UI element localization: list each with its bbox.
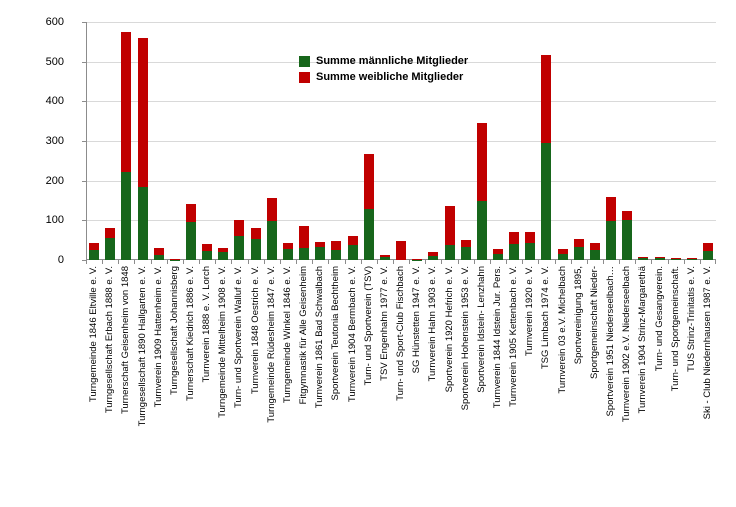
bar-slot (280, 22, 296, 260)
x-tick-slot (296, 260, 312, 264)
bar-segment-male (218, 252, 228, 260)
x-tick-slot (361, 260, 377, 264)
stacked-bar[interactable] (251, 227, 261, 260)
x-tick-slot (280, 260, 296, 264)
x-tick-label: Turn- und Sportgemeinschaft. (669, 266, 681, 392)
x-tick-mark (102, 260, 103, 264)
x-label-slot (474, 266, 490, 466)
x-tick-slot (328, 260, 344, 264)
stacked-bar[interactable] (477, 123, 487, 260)
bar-segment-male (105, 238, 115, 260)
x-tick-mark (86, 260, 87, 264)
bar-slot (668, 22, 684, 260)
x-label-slot (345, 266, 361, 466)
stacked-bar[interactable] (461, 240, 471, 260)
x-tick-slot (118, 260, 134, 264)
bar-slot (619, 22, 635, 260)
x-tick-label: Turnerschaft Kiedrich 1886 e. V. (185, 266, 197, 402)
bar-segment-female (461, 240, 471, 247)
stacked-bar[interactable] (315, 242, 325, 260)
x-tick-mark (538, 260, 539, 264)
x-tick-label: Sportverein Teutonia Bechtheim (330, 266, 342, 401)
x-tick-label: Turnverein Hahn 1903 e. V. (427, 266, 439, 382)
x-tick-slot (555, 260, 571, 264)
x-label-slot (361, 266, 377, 466)
bar-segment-female (622, 211, 632, 221)
bar-segment-male (525, 243, 535, 260)
y-tick-label: 600 (45, 16, 64, 28)
x-label-slot (215, 266, 231, 466)
x-label-slot (280, 266, 296, 466)
stacked-bar[interactable] (105, 227, 115, 260)
stacked-bar[interactable] (267, 198, 277, 260)
bar-segment-male (348, 245, 358, 260)
x-tick-mark (715, 260, 716, 264)
bar-slot (248, 22, 264, 260)
bar-segment-female (267, 198, 277, 221)
bar-slot (603, 22, 619, 260)
stacked-bar[interactable] (493, 249, 503, 260)
bar-slot (474, 22, 490, 260)
x-tick-label: Turnverein 1920 e. V. (524, 266, 536, 357)
x-tick-label: Turnverein 1844 Idstein Jur. Pers. (491, 266, 503, 409)
bar-segment-male (89, 250, 99, 260)
x-tick-slot (619, 260, 635, 264)
stacked-bar[interactable] (606, 197, 616, 260)
bar-segment-male (234, 236, 244, 260)
bar-slot (587, 22, 603, 260)
bar-slot (635, 22, 651, 260)
bar-segment-male (509, 244, 519, 260)
x-label-slot (134, 266, 150, 466)
x-tick-mark (345, 260, 346, 264)
stacked-bar[interactable] (509, 232, 519, 260)
stacked-bar[interactable] (590, 243, 600, 260)
bar-slot (118, 22, 134, 260)
bar-segment-male (477, 201, 487, 260)
stacked-bar[interactable] (218, 248, 228, 260)
bar-slot (199, 22, 215, 260)
x-tick-label: Turngemeinde 1846 Eltville e. V. (88, 266, 100, 403)
x-tick-mark (506, 260, 507, 264)
bar-segment-female (154, 248, 164, 255)
x-label-slot (102, 266, 118, 466)
x-label-slot (458, 266, 474, 466)
bar-slot (538, 22, 554, 260)
bar-slot (490, 22, 506, 260)
stacked-bar[interactable] (541, 55, 551, 260)
x-tick-mark (684, 260, 685, 264)
bar-segment-female (234, 220, 244, 237)
bar-segment-male (331, 250, 341, 260)
x-tick-mark (700, 260, 701, 264)
bar-slot (167, 22, 183, 260)
y-axis-title (6, 0, 22, 20)
x-label-slot (167, 266, 183, 466)
x-label-slot (587, 266, 603, 466)
bar-segment-male (251, 239, 261, 260)
x-label-slot (700, 266, 716, 466)
stacked-bar[interactable] (331, 241, 341, 260)
x-tick-label: Turnerschaft Geisenheim von 1848 (120, 266, 132, 415)
bar-segment-female (251, 228, 261, 240)
stacked-bar[interactable] (154, 248, 164, 260)
x-label-slot (409, 266, 425, 466)
x-tick-mark (296, 260, 297, 264)
x-tick-mark (151, 260, 152, 264)
x-tick-mark (651, 260, 652, 264)
x-tick-slot (151, 260, 167, 264)
bar-segment-female (331, 241, 341, 250)
x-tick-slot (538, 260, 554, 264)
bar-segment-male (606, 221, 616, 260)
x-tick-label: Turnverein 1848 Oestrich e. V. (249, 266, 261, 395)
x-tick-label: Sportverein Hohenstein 1953 e. V. (459, 266, 471, 411)
legend (299, 55, 468, 87)
y-tick-label: 0 (57, 254, 64, 266)
x-tick-slot (167, 260, 183, 264)
bar-segment-male (622, 220, 632, 260)
bar-segment-female (138, 38, 148, 187)
x-label-slot (619, 266, 635, 466)
bar-segment-male (703, 251, 713, 260)
stacked-bar[interactable] (348, 236, 358, 260)
x-tick-mark (619, 260, 620, 264)
stacked-bar[interactable] (428, 252, 438, 260)
bar-slot (183, 22, 199, 260)
x-label-slot (183, 266, 199, 466)
x-tick-label: Fitgymnastik für Alle Geisenheim (298, 266, 310, 405)
x-tick-slot (474, 260, 490, 264)
x-tick-label: Turn- und Sport-Club Fischbach (395, 266, 407, 401)
x-tick-mark (555, 260, 556, 264)
x-tick-mark (522, 260, 523, 264)
x-label-slot (506, 266, 522, 466)
bar-slot (215, 22, 231, 260)
x-label-slot (118, 266, 134, 466)
x-label-slot (199, 266, 215, 466)
bar-slot (264, 22, 280, 260)
x-tick-slot (635, 260, 651, 264)
legend-swatch-male-icon (299, 56, 310, 67)
bar-segment-female (105, 228, 115, 238)
x-tick-label: TUS Strinz-Trinitatis e. V. (685, 266, 697, 372)
x-tick-slot (199, 260, 215, 264)
x-tick-label: Sportgemeinschaft Nieder- (588, 266, 600, 379)
x-tick-label: Turnverein 1909 Hattenheim e. V. (152, 266, 164, 408)
x-label-slot (151, 266, 167, 466)
x-label-slot (668, 266, 684, 466)
x-label-slot (571, 266, 587, 466)
bar-segment-male (574, 247, 584, 260)
x-tick-mark (458, 260, 459, 264)
y-tick-label: 200 (45, 174, 64, 187)
legend-swatch-female-icon (299, 72, 310, 83)
bar-segment-female (396, 241, 406, 260)
bar-segment-female (121, 32, 131, 172)
x-tick-label: Turngesellschaft 1890 Hallgarten e. V. (136, 266, 148, 427)
stacked-bar[interactable] (445, 206, 455, 260)
bar-slot (684, 22, 700, 260)
x-tick-slot (603, 260, 619, 264)
stacked-bar[interactable] (622, 211, 632, 260)
x-axis-labels (86, 266, 716, 466)
x-tick-slot (183, 260, 199, 264)
bar-segment-female (574, 239, 584, 247)
x-label-slot (328, 266, 344, 466)
bar-segment-male (461, 247, 471, 260)
x-tick-mark (571, 260, 572, 264)
x-tick-slot (377, 260, 393, 264)
x-tick-mark (393, 260, 394, 264)
bar-segment-female (299, 226, 309, 248)
x-tick-label: Turnverein 1888 e. V. Lorch (201, 266, 213, 383)
x-tick-mark (280, 260, 281, 264)
bar-segment-female (606, 197, 616, 221)
bar-slot (651, 22, 667, 260)
x-tick-label: Turn- und Sportverein Walluf e. V. (233, 266, 245, 409)
x-label-slot (651, 266, 667, 466)
x-tick-mark (441, 260, 442, 264)
x-tick-slot (312, 260, 328, 264)
bar-segment-female (509, 232, 519, 244)
bar-segment-male (541, 143, 551, 260)
bar-segment-male (138, 187, 148, 260)
bar-segment-male (315, 247, 325, 260)
x-tick-mark (425, 260, 426, 264)
x-label-slot (522, 266, 538, 466)
x-tick-mark (377, 260, 378, 264)
x-tick-slot (490, 260, 506, 264)
x-tick-slot (522, 260, 538, 264)
x-tick-label: Sportverein Idstein- Lenzhahn (475, 266, 487, 393)
bar-segment-male (202, 251, 212, 260)
x-tick-mark (167, 260, 168, 264)
x-tick-slot (571, 260, 587, 264)
bar-segment-male (299, 248, 309, 260)
bar-slot (134, 22, 150, 260)
x-tick-mark (361, 260, 362, 264)
x-tick-slot (441, 260, 457, 264)
bar-segment-male (186, 222, 196, 260)
x-tick-label: Turn- und Gesangverein. (653, 266, 665, 372)
bar-segment-female (541, 55, 551, 143)
x-label-slot (635, 266, 651, 466)
y-tick-label: 300 (45, 135, 64, 147)
y-tick-label: 100 (45, 214, 64, 227)
x-tick-mark (118, 260, 119, 264)
bar-slot (555, 22, 571, 260)
plot-area (86, 22, 716, 260)
bar-segment-female (364, 154, 374, 210)
x-tick-label: Turngemeinde Winkel 1846 e. V. (281, 266, 293, 404)
x-tick-label: Turnverein 1905 Kettenbach e. V. (508, 266, 520, 407)
stacked-bar[interactable] (558, 249, 568, 260)
x-tick-slot (264, 260, 280, 264)
x-label-slot (538, 266, 554, 466)
x-label-slot (603, 266, 619, 466)
x-tick-label: Turn- und Sportverein (TSV) (362, 266, 374, 386)
x-tick-label: Turngemeinde Mittelheim 1908 e. V. (217, 266, 229, 418)
bar-segment-male (121, 172, 131, 260)
bar-slot (231, 22, 247, 260)
x-tick-mark (328, 260, 329, 264)
x-label-slot (393, 266, 409, 466)
x-tick-mark (264, 260, 265, 264)
x-label-slot (312, 266, 328, 466)
stacked-bar[interactable] (703, 243, 713, 260)
stacked-bar[interactable] (89, 243, 99, 260)
x-label-slot (248, 266, 264, 466)
x-tick-mark (635, 260, 636, 264)
x-tick-slot (668, 260, 684, 264)
legend-label-female: Summe weibliche Mitglieder (316, 71, 464, 83)
bar-segment-male (590, 250, 600, 260)
x-tick-slot (248, 260, 264, 264)
bar-segment-female (89, 243, 99, 251)
x-tick-slot (425, 260, 441, 264)
bar-segment-male (283, 249, 293, 260)
stacked-bar[interactable] (299, 226, 309, 260)
bar-slot (522, 22, 538, 260)
x-label-slot (441, 266, 457, 466)
x-tick-label: TSG Limbach 1974 e. V. (540, 266, 552, 370)
x-axis-ticks (86, 260, 716, 264)
x-label-slot (86, 266, 102, 466)
x-tick-label: Turnverein 1904 Strinz-Margarethä (637, 266, 649, 414)
x-tick-slot (102, 260, 118, 264)
x-tick-mark (215, 260, 216, 264)
x-tick-slot (587, 260, 603, 264)
x-tick-slot (700, 260, 716, 264)
x-tick-mark (474, 260, 475, 264)
x-tick-slot (684, 260, 700, 264)
stacked-bar[interactable] (364, 154, 374, 260)
x-tick-label: SG Hünstetten 1947 e. V. (411, 266, 423, 374)
x-tick-label: Turnverein 1902 e.V. Niederseelbach (621, 266, 633, 423)
x-label-slot (296, 266, 312, 466)
stacked-bar[interactable] (283, 243, 293, 260)
x-tick-label: Turnverein 03 e.V. Michelbach (556, 266, 568, 394)
x-tick-slot (215, 260, 231, 264)
x-tick-mark (183, 260, 184, 264)
legend-item-male (299, 55, 468, 67)
x-tick-mark (668, 260, 669, 264)
x-tick-label: Sportvereinigung 1895, (572, 266, 584, 365)
bar-segment-female (202, 244, 212, 251)
x-label-slot (490, 266, 506, 466)
bar-slot (151, 22, 167, 260)
x-label-slot (684, 266, 700, 466)
legend-item-female (299, 71, 468, 83)
stacked-bar[interactable] (525, 232, 535, 260)
x-label-slot (377, 266, 393, 466)
y-tick-label: 500 (45, 55, 64, 68)
x-tick-label: Turnverein 1904 Bermbach e. V. (346, 266, 358, 403)
bar-segment-female (348, 236, 358, 245)
x-tick-mark (587, 260, 588, 264)
x-tick-mark (312, 260, 313, 264)
x-tick-mark (409, 260, 410, 264)
bar-segment-female (445, 206, 455, 245)
bar-segment-male (445, 245, 455, 260)
x-label-slot (555, 266, 571, 466)
bar-segment-female (477, 123, 487, 202)
legend-label-male: Summe männliche Mitglieder (316, 55, 469, 67)
bar-segment-female (186, 204, 196, 222)
x-tick-label: TSV Engenhahn 1977 e. V. (378, 266, 390, 381)
stacked-bar[interactable] (396, 241, 406, 260)
bar-segment-male (267, 221, 277, 260)
bar-slot (506, 22, 522, 260)
x-tick-label: Turnverein 1861 Bad Schwalbach (314, 266, 326, 409)
bar-slot (700, 22, 716, 260)
x-tick-slot (393, 260, 409, 264)
x-tick-slot (134, 260, 150, 264)
x-tick-slot (458, 260, 474, 264)
stacked-bar[interactable] (138, 38, 148, 260)
x-tick-mark (490, 260, 491, 264)
y-tick-label: 400 (45, 95, 64, 108)
x-tick-mark (134, 260, 135, 264)
bar-slot (571, 22, 587, 260)
x-tick-slot (651, 260, 667, 264)
bar-segment-female (525, 232, 535, 242)
x-tick-label: Sportverein 1951 Niederseelbach… (605, 266, 617, 417)
bar-slot (102, 22, 118, 260)
x-label-slot (231, 266, 247, 466)
x-tick-mark (603, 260, 604, 264)
x-tick-slot (86, 260, 102, 264)
x-tick-slot (506, 260, 522, 264)
x-tick-mark (248, 260, 249, 264)
x-label-slot (425, 266, 441, 466)
x-tick-slot (231, 260, 247, 264)
x-tick-slot (409, 260, 425, 264)
x-tick-label: Turngesellschaft Johannisberg (168, 266, 180, 396)
stacked-bar[interactable] (121, 32, 131, 260)
x-tick-label: Sportverein 1920 Hefrich e. V. (443, 266, 455, 393)
x-label-slot (264, 266, 280, 466)
bar-slot (86, 22, 102, 260)
stacked-bar[interactable] (574, 239, 584, 260)
x-tick-label: Ski - Club Niedernhausen 1987 e. V. (702, 266, 714, 420)
x-tick-label: Turngesellschaft Erbach 1888 e. V. (104, 266, 116, 414)
x-tick-slot (345, 260, 361, 264)
bar-segment-male (364, 209, 374, 260)
x-tick-mark (199, 260, 200, 264)
x-tick-label: Turngemeinde Rüdesheim 1847 e. V. (265, 266, 277, 423)
bar-segment-female (703, 243, 713, 251)
stacked-bar[interactable] (234, 220, 244, 260)
stacked-bar[interactable] (202, 244, 212, 260)
x-tick-mark (231, 260, 232, 264)
stacked-bar[interactable] (186, 204, 196, 260)
